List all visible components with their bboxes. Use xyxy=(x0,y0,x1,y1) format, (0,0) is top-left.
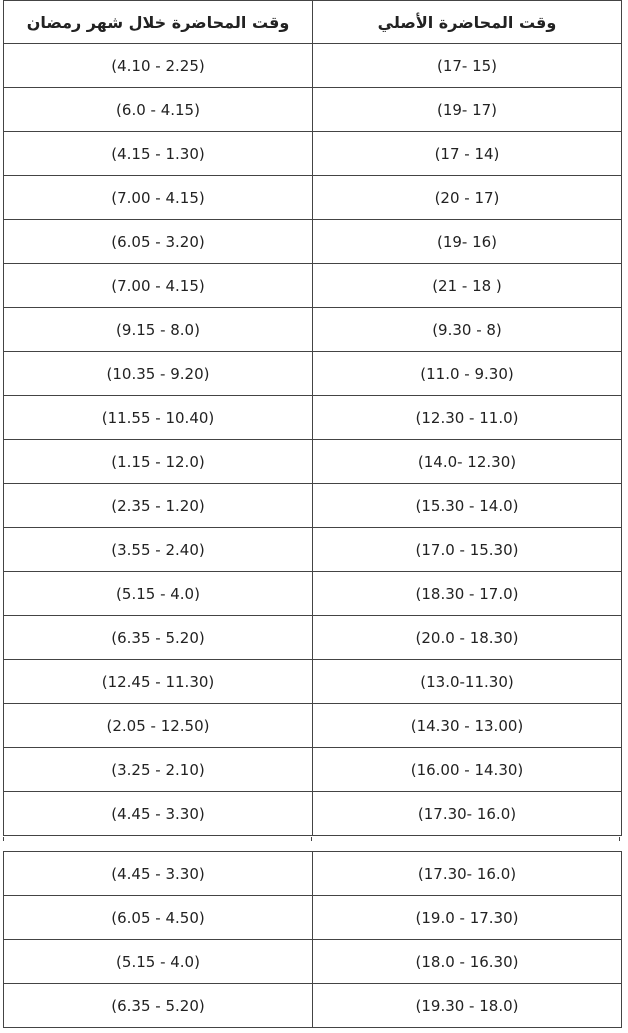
break-line-right xyxy=(619,837,620,841)
table-row xyxy=(4,984,622,1028)
ramadan-time-cell: (10.35 - 9.20) xyxy=(4,352,313,396)
table-row xyxy=(4,352,622,396)
header-row xyxy=(4,1,622,44)
table-row xyxy=(4,440,622,484)
schedule-table-body xyxy=(4,1,622,836)
schedule-table xyxy=(3,0,622,836)
original-time-cell: (20 - 17) xyxy=(313,176,622,220)
ramadan-time-cell: (5.15 - 4.0) xyxy=(4,940,313,984)
original-time-cell: (9.30 - 8) xyxy=(313,308,622,352)
table-row xyxy=(4,44,622,88)
header-ramadan-time: وقت المحاضرة خلال شهر رمضان xyxy=(4,1,313,44)
original-time-cell: (19.0 - 17.30) xyxy=(313,896,622,940)
original-time-cell: (11.0 - 9.30) xyxy=(313,352,622,396)
original-time-cell: (19- 16) xyxy=(313,220,622,264)
ramadan-time-cell: (4.15 - 1.30) xyxy=(4,132,313,176)
original-time-cell: (16.00 - 14.30) xyxy=(313,748,622,792)
ramadan-time-cell: (12.45 - 11.30) xyxy=(4,660,313,704)
table-row xyxy=(4,528,622,572)
table-row xyxy=(4,220,622,264)
ramadan-time-cell: (6.0 - 4.15) xyxy=(4,88,313,132)
ramadan-time-cell: (4.10 - 2.25) xyxy=(4,44,313,88)
original-time-cell: (20.0 - 18.30) xyxy=(313,616,622,660)
break-line-left xyxy=(3,837,4,841)
break-line-middle xyxy=(311,837,312,841)
table-row xyxy=(4,896,622,940)
original-time-cell: (19.30 - 18.0) xyxy=(313,984,622,1028)
table-row xyxy=(4,396,622,440)
table-row xyxy=(4,852,622,896)
ramadan-time-cell: (2.05 - 12.50) xyxy=(4,704,313,748)
schedule-table-continued-body xyxy=(4,852,622,1028)
ramadan-time-cell: (4.45 - 3.30) xyxy=(4,792,313,836)
table-row xyxy=(4,660,622,704)
original-time-cell: (17 - 14) xyxy=(313,132,622,176)
ramadan-time-cell: (2.35 - 1.20) xyxy=(4,484,313,528)
original-time-cell: (18.30 - 17.0) xyxy=(313,572,622,616)
ramadan-time-cell: (7.00 - 4.15) xyxy=(4,176,313,220)
ramadan-time-cell: (3.55 - 2.40) xyxy=(4,528,313,572)
table-row xyxy=(4,132,622,176)
table-row xyxy=(4,704,622,748)
table-row xyxy=(4,792,622,836)
original-time-cell: (14.30 - 13.00) xyxy=(313,704,622,748)
table-row xyxy=(4,616,622,660)
table-break-gap xyxy=(3,837,620,851)
ramadan-time-cell: (6.35 - 5.20) xyxy=(4,616,313,660)
ramadan-time-cell: (6.35 - 5.20) xyxy=(4,984,313,1028)
table-row xyxy=(4,572,622,616)
table-row xyxy=(4,484,622,528)
table-row xyxy=(4,748,622,792)
original-time-cell: (21 - 18 ) xyxy=(313,264,622,308)
table-row xyxy=(4,308,622,352)
original-time-cell: (13.0-11.30) xyxy=(313,660,622,704)
original-time-cell: (19- 17) xyxy=(313,88,622,132)
original-time-cell: (17.30- 16.0) xyxy=(313,852,622,896)
table-row xyxy=(4,264,622,308)
ramadan-time-cell: (6.05 - 4.50) xyxy=(4,896,313,940)
ramadan-time-cell: (1.15 - 12.0) xyxy=(4,440,313,484)
original-time-cell: (17.30- 16.0) xyxy=(313,792,622,836)
table-row xyxy=(4,940,622,984)
schedule-table-continued xyxy=(3,851,622,1028)
original-time-cell: (14.0- 12.30) xyxy=(313,440,622,484)
original-time-cell: (12.30 - 11.0) xyxy=(313,396,622,440)
ramadan-time-cell: (4.45 - 3.30) xyxy=(4,852,313,896)
ramadan-time-cell: (3.25 - 2.10) xyxy=(4,748,313,792)
ramadan-time-cell: (7.00 - 4.15) xyxy=(4,264,313,308)
original-time-cell: (18.0 - 16.30) xyxy=(313,940,622,984)
original-time-cell: (15.30 - 14.0) xyxy=(313,484,622,528)
original-time-cell: (17.0 - 15.30) xyxy=(313,528,622,572)
table-row xyxy=(4,176,622,220)
original-time-cell: (17- 15) xyxy=(313,44,622,88)
ramadan-time-cell: (11.55 - 10.40) xyxy=(4,396,313,440)
ramadan-time-cell: (6.05 - 3.20) xyxy=(4,220,313,264)
ramadan-time-cell: (5.15 - 4.0) xyxy=(4,572,313,616)
table-row xyxy=(4,88,622,132)
ramadan-time-cell: (9.15 - 8.0) xyxy=(4,308,313,352)
header-original-time: وقت المحاضرة الأصلي xyxy=(313,1,622,44)
